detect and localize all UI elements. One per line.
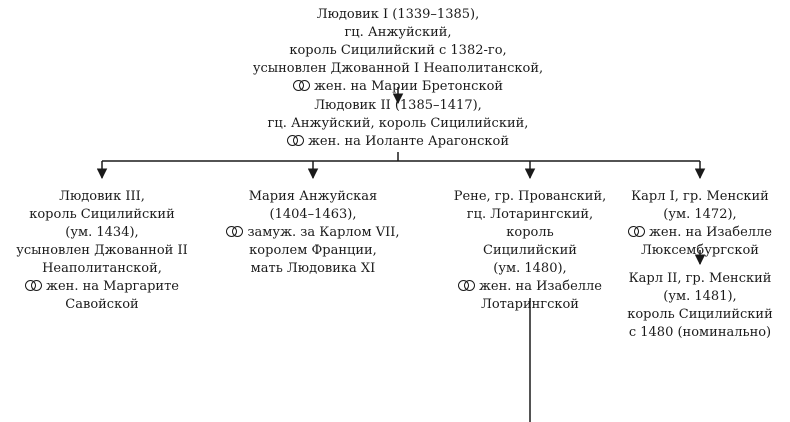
marriage-text: жен. на Иоланте Арагонской bbox=[307, 134, 510, 149]
node-maria-anjou bbox=[218, 188, 408, 278]
node-line: (ум. 1434), bbox=[65, 225, 139, 240]
node-line: гц. Анжуйский, bbox=[344, 25, 452, 40]
interlocking-rings-icon bbox=[628, 226, 646, 237]
marriage-line bbox=[435, 278, 625, 296]
node-line: Неаполитанской, bbox=[42, 261, 162, 276]
node-line: Люксембургской bbox=[641, 243, 759, 258]
node-rene bbox=[435, 188, 625, 314]
node-louis-iii bbox=[7, 188, 197, 314]
marriage-line bbox=[612, 224, 788, 242]
node-line: с 1480 (номинально) bbox=[628, 325, 772, 340]
node-line: Мария Анжуйская bbox=[248, 189, 378, 204]
node-line: (ум. 1481), bbox=[663, 289, 737, 304]
node-line: Карл I, гр. Менский bbox=[631, 189, 769, 204]
node-line: король Сицилийский bbox=[627, 307, 773, 322]
node-line: Рене, гр. Прованский, bbox=[453, 189, 607, 204]
node-line: Карл II, гр. Менский bbox=[628, 271, 772, 286]
node-charles-ii-maine bbox=[612, 270, 788, 342]
node-line: гц. Лотарингский, bbox=[466, 207, 594, 222]
node-line: Савойской bbox=[65, 297, 139, 312]
node-line: Людовик III, bbox=[59, 189, 145, 204]
node-line: король Сицилийский bbox=[29, 207, 175, 222]
marriage-line bbox=[218, 224, 408, 242]
node-charles-i-maine bbox=[612, 188, 788, 260]
node-line: (ум. 1480), bbox=[493, 261, 567, 276]
node-line: королем Франции, bbox=[249, 243, 377, 258]
node-louis-ii bbox=[248, 97, 548, 151]
node-line: король Сицилийский с 1382-го, bbox=[289, 43, 507, 58]
node-line: Людовик I (1339–1385), bbox=[316, 7, 480, 22]
marriage-line bbox=[7, 278, 197, 296]
node-line: (ум. 1472), bbox=[663, 207, 737, 222]
interlocking-rings-icon bbox=[25, 280, 43, 291]
node-louis-i bbox=[248, 6, 548, 96]
node-line: усыновлен Джованной I Неаполитанской, bbox=[252, 61, 544, 76]
marriage-text: жен. на Изабелле bbox=[478, 279, 603, 294]
marriage-text: жен. на Изабелле bbox=[648, 225, 773, 240]
interlocking-rings-icon bbox=[226, 226, 244, 237]
node-line: мать Людовика XI bbox=[250, 261, 376, 276]
marriage-text: замуж. за Карлом VII, bbox=[247, 225, 400, 240]
node-line: Людовик II (1385–1417), bbox=[314, 98, 482, 113]
interlocking-rings-icon bbox=[287, 135, 305, 146]
marriage-line bbox=[248, 78, 548, 96]
marriage-line bbox=[248, 133, 548, 151]
marriage-text: жен. на Маргарите bbox=[46, 279, 179, 294]
node-line: гц. Анжуйский, король Сицилийский, bbox=[267, 116, 529, 131]
node-line: Лотарингской bbox=[481, 297, 579, 312]
node-line: король bbox=[506, 225, 554, 240]
interlocking-rings-icon bbox=[293, 80, 311, 91]
node-line: (1404–1463), bbox=[269, 207, 357, 222]
marriage-text: жен. на Марии Бретонской bbox=[313, 79, 504, 94]
interlocking-rings-icon bbox=[458, 280, 476, 291]
node-line: Сицилийский bbox=[483, 243, 577, 258]
node-line: усыновлен Джованной II bbox=[16, 243, 188, 258]
